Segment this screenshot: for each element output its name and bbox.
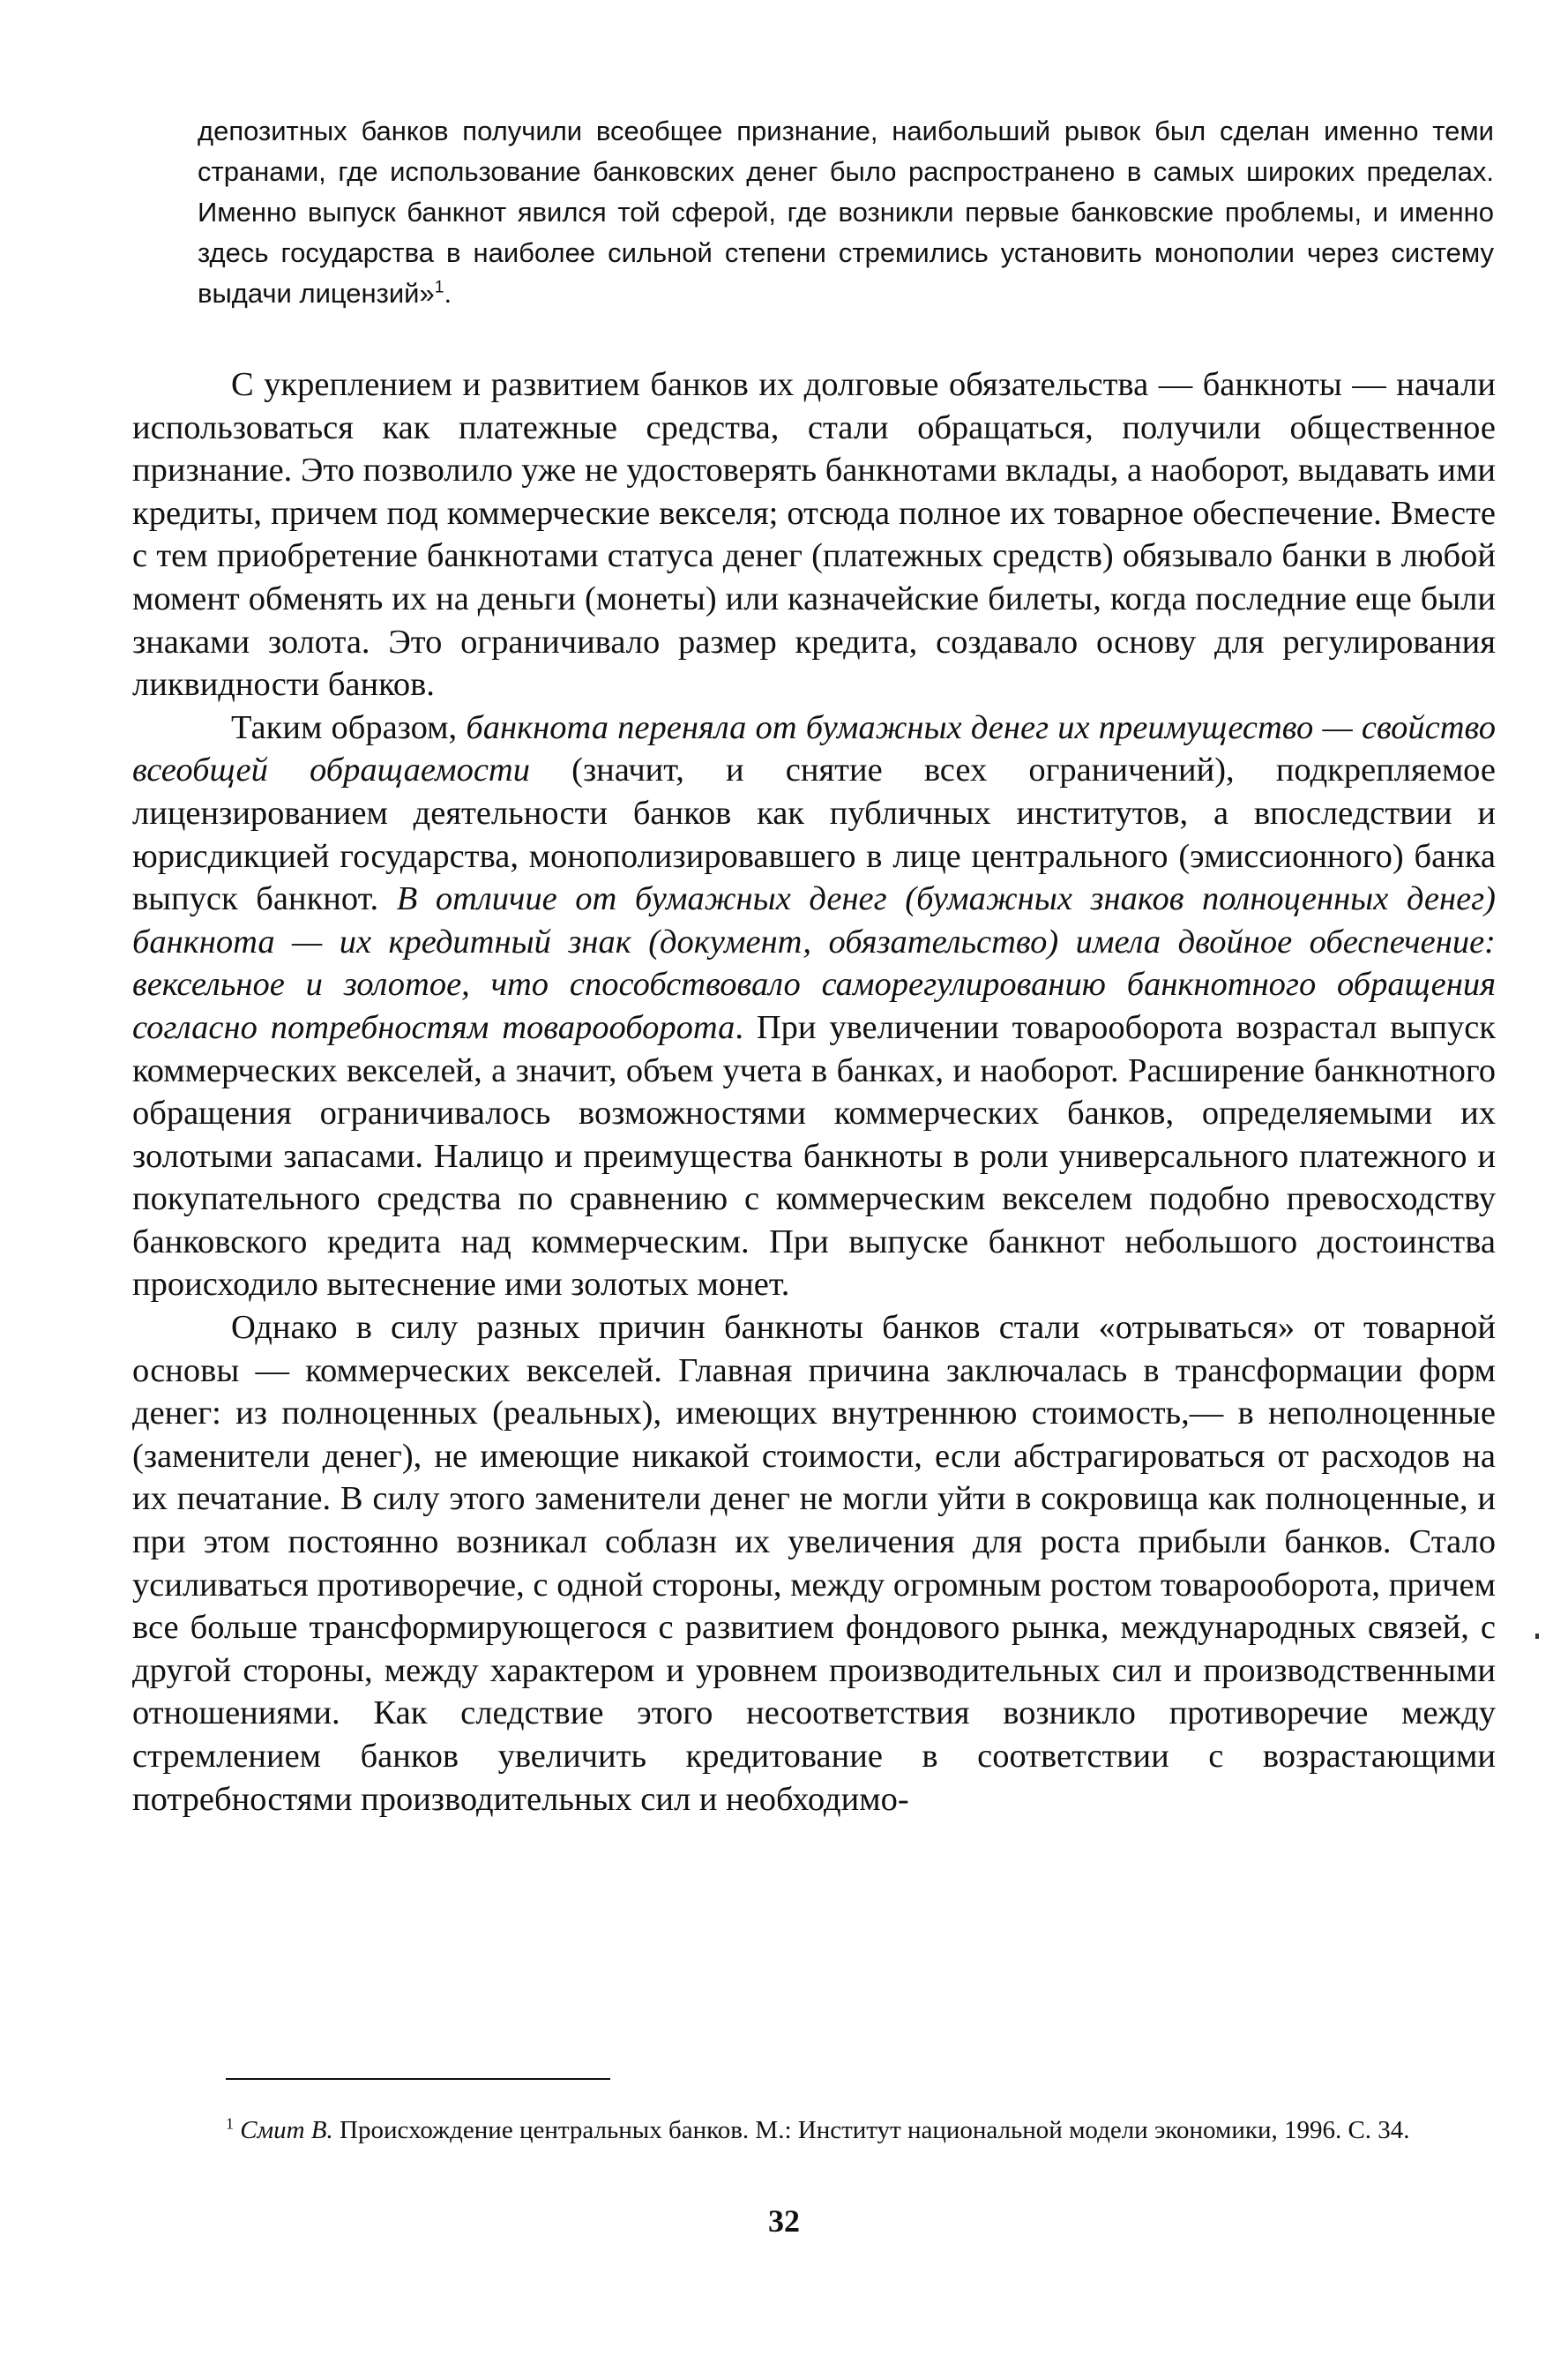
paragraph-2-italic-1: банкнота переняла от бумажных денег их преимущество — свойство всеобщей обращаемости — [132, 708, 1497, 789]
footnote — [132, 2113, 1496, 2147]
quoted-passage — [198, 111, 1494, 314]
quote-text: депозитных банков получили всеобщее признание, наибольший рывок был сделан именно теми странами, где использование банковских денег было распространено в самых широких пределах. Именно выпуск банкнот явился той сферой, где возникли первые банковские проблемы, и именно здесь государства в наиболее сильной степени стремились установить монополии через систему выдачи лицензий» — [198, 116, 1494, 309]
paragraph-2-text-3: . При увеличении товарооборота возрастал выпуск коммерческих векселей, а значит, объем учета в банках, и наоборот. Расширение банкнотного обращения ограничивалось возможностями коммерческих банков, определяемыми их золотыми запасами. Налицо и преимущества банкноты в роли универсального платежного и покупательного средства по сравнению с коммерческим векселем подобно превосходству банковского кредита над коммерческим. При выпуске банкнот небольшого достоинства происходило вытеснение ими золотых монет. — [132, 1008, 1497, 1304]
footnote-divider — [226, 2078, 610, 2080]
paragraph-2-text-1: Таким образом, — [231, 708, 467, 746]
paragraph-2 — [132, 707, 1496, 1306]
paragraph-2-text-2: (значит, и снятие всех ограничений), подкрепляемое лицензированием деятельности банков как публичных институтов, а впоследствии и юрисдикцией государства, монополизировавшего в лице центрального (эмиссионного) банка выпуск банкнот. — [132, 752, 1496, 918]
page-number: 32 — [768, 2203, 800, 2239]
main-text — [132, 363, 1496, 1821]
footnote-text: Происхождение центральных банков. М.: Институт национальной модели экономики, 1996. С. 34. — [332, 2116, 1410, 2144]
paragraph-3: Однако в силу разных причин банкноты банков стали «отрываться» от товарной основы — коммерческих векселей. Главная причина заключалась в трансформации форм денег: из полноценных (реальных), имеющих внутреннюю стоимость,— в неполноценные (заменители денег), не имеющие никакой стоимости, если абстрагироваться от расходов на их печатание. В силу этого заменители денег не могли уйти в сокровища как полноценные, и при этом постоянно возникал соблазн их увеличения для роста прибыли банков. Стало усиливаться противоречие, с одной стороны, между огромным ростом товарооборота, причем все больше трансформирующегося с развитием фондового рынка, международных связей, с другой стороны, между характером и уровнем производительных сил и производственными отношениями. Как следствие этого несоответствия возникло противоречие между стремлением банков увеличить кредитование в соответствии с возрастающими потребностями производительных сил и необходимо- — [132, 1309, 1496, 1818]
paragraph-1: С укреплением и развитием банков их долговые обязательства — банкноты — начали использоваться как платежные средства, стали обращаться, получили общественное признание. Это позволило уже не удостоверять банкнотами вклады, а наоборот, выдавать ими кредиты, причем под коммерческие векселя; отсюда полное их товарное обеспечение. Вместе с тем приобретение банкнотами статуса денег (платежных средств) обязывало банки в любой момент обменять их на деньги (монеты) или казначейские билеты, когда последние еще были знаками золота. Это ограничивало размер кредита, создавало основу для регулирования ликвидности банков. — [132, 366, 1496, 704]
footnote-marker: 1 — [226, 2114, 234, 2133]
paragraph-2-italic-2: В отличие от бумажных денег (бумажных знаков полноценных денег) банкнота — их кредитный знак (документ, обязательство) имела двойное обеспечение: вексельное и золотое, что способствовало саморегулированию банкнотного обращения согласно потребностям товарооборота — [132, 880, 1497, 1046]
scan-speck — [1535, 1634, 1539, 1639]
footnote-reference[interactable]: 1 — [434, 278, 444, 297]
quote-trailing: . — [444, 278, 452, 309]
footnote-author: Смит В. — [240, 2116, 333, 2144]
